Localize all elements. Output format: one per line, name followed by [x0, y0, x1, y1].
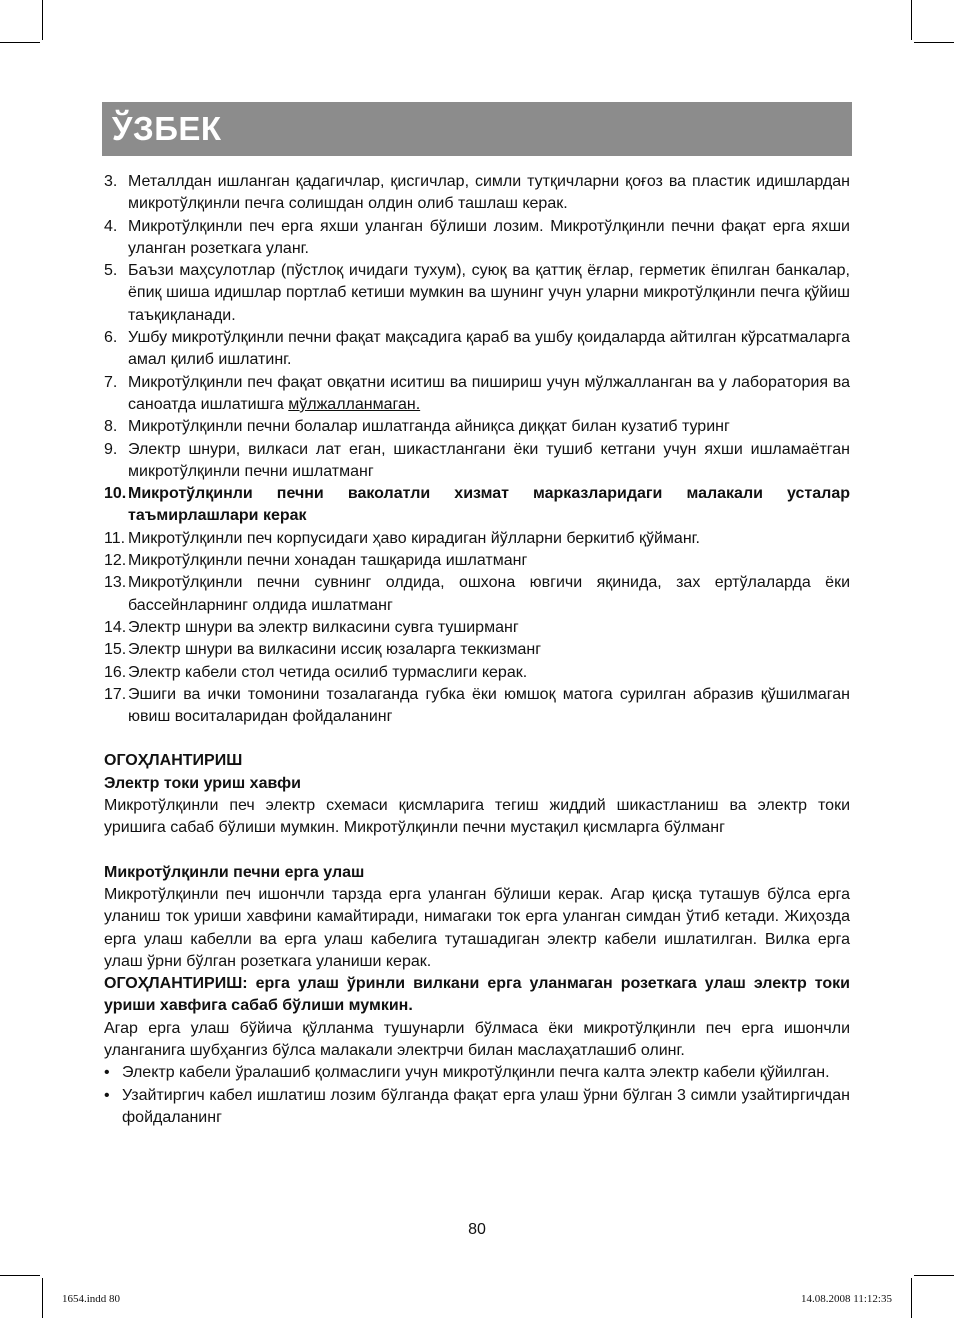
list-number: 12. [104, 552, 127, 570]
page-number: 80 [468, 1221, 486, 1238]
grounding-section [104, 862, 850, 1130]
list-text: Микротўлқинли печ ерга яхши уланган бўлиши лозим. Микротўлқинли печни фақат ерга яхши уланган розеткага уланг. [128, 217, 850, 257]
list-text: Электр шнури, вилкаси лат еган, шикастлангани ёки тушиб кетгани учун яхши ишламаётган микротўлқинли печни ишлатманг [128, 440, 850, 480]
list-item [104, 216, 850, 261]
crop-mark [911, 0, 912, 40]
warning-section [104, 750, 850, 839]
section-header-bar [102, 102, 852, 156]
list-item [104, 439, 850, 484]
list-item [104, 684, 850, 729]
list-item [104, 327, 850, 372]
list-number: 17. [104, 685, 127, 703]
list-text: Ушбу микротўлқинли печни фақат мақсадига қараб ва ушбу қоидаларда айтилган кўрсатмаларга амал қилиб ишлатинг. [128, 329, 850, 369]
section-title: ЎЗБЕК [112, 110, 222, 147]
list-item [104, 483, 850, 528]
list-text: Электр шнури ва вилкасини иссиқ юзаларга теккизманг [128, 641, 542, 659]
page-content [104, 171, 850, 1129]
bullet-item [104, 1085, 850, 1130]
warning-subtitle: Электр токи уриш хавфи [104, 774, 301, 792]
list-item [104, 550, 850, 572]
grounding-advice: Агар ерга улаш бўйича қўлланма тушунарли бўлмаса ёки микротўлқинли печ ерга ишончли уланганига шубҳангиз бўлса малакали электрчи билан маслаҳатлашиб олинг. [104, 1019, 850, 1059]
list-item [104, 617, 850, 639]
crop-mark [914, 1275, 954, 1276]
list-number: 7. [104, 373, 118, 391]
list-text: Электр шнури ва электр вилкасини сувга туширманг [128, 618, 519, 636]
list-item [104, 372, 850, 417]
grounding-warning: ОГОҲЛАНТИРИШ: ерга улаш ўринли вилкани ерга уланмаган розеткага улаш электр токи уриши хавфига сабаб бўлиши мумкин. [104, 975, 850, 1015]
crop-mark [911, 1278, 912, 1318]
list-number: 6. [104, 329, 118, 347]
list-text: Баъзи маҳсулотлар (пўстлоқ ичидаги тухум), суюқ ва қаттиқ ёғлар, герметик ёпилган банкалар, ёпиқ шиша идишлар портлаб кетиши мумкин ва шунинг учун уларни микротўлқинли печга қўйиш таъқиқланади. [128, 262, 850, 324]
crop-mark [0, 1275, 40, 1276]
bullet-text: Узайтиргич кабел ишлатиш лозим бўлганда фақат ерга улаш ўрни бўлган 3 симли узайтиргичдан фойдаланинг [122, 1086, 850, 1126]
list-number: 9. [104, 440, 118, 458]
bullet-item [104, 1062, 850, 1084]
list-item [104, 639, 850, 661]
bullet-text: Электр кабели ўралашиб қолмаслиги учун микротўлқинли печга калта электр кабели қўйилган. [122, 1064, 830, 1082]
bullet-icon: • [104, 1086, 110, 1104]
list-number: 16. [104, 663, 127, 681]
list-number: 14. [104, 618, 127, 636]
file-slug: 1654.indd 80 [62, 1293, 121, 1305]
crop-mark [42, 1278, 43, 1318]
list-number: 5. [104, 262, 118, 280]
list-number: 11. [104, 529, 126, 547]
list-number: 13. [104, 574, 127, 592]
list-text: Эшиги ва ички томонини тозалаганда губка ёки юмшоқ матога сурилган абразив қўшилмаган ювиш воситаларидан фойдаланинг [128, 685, 850, 726]
list-text: Металлдан ишланган қадагичлар, қисгичлар, симли тутқичларни қоғоз ва пластик идишлардан микротўлқинли печга солишдан олдин олиб ташлаш керак. [128, 173, 850, 213]
list-item [104, 260, 850, 327]
crop-mark [0, 42, 40, 43]
list-item [104, 416, 850, 438]
list-text: Микротўлқинли печ корпусидаги ҳаво кирадиган йўлларни беркитиб қўйманг. [128, 529, 700, 547]
list-text: Электр кабели стол четида осилиб турмаслиги керак. [128, 663, 528, 681]
list-text: Микротўлқинли печни сувнинг олдида, ошхона ювгичи яқинида, зах ертўлаларда ёки бассейнларнинг олдида ишлатманг [128, 574, 850, 614]
list-text [128, 372, 850, 417]
safety-list [104, 171, 850, 728]
crop-mark [914, 42, 954, 43]
list-item [104, 572, 850, 617]
date-slug: 14.08.2008 11:12:35 [801, 1293, 892, 1305]
warning-title: ОГОҲЛАНТИРИШ [104, 752, 243, 770]
grounding-text: Микротўлқинли печ ишончли тарзда ерга уланган бўлиши керак. Агар қисқа туташув бўлса ерга уланиш ток уриши хавфини камайтиради, нимагаки ток ерга уланган симдан ўтиб кетади. Жиҳозда ерга улаш кабелли ва ерга улаш кабелига туташадиган электр кабели ишлатилган. Вилка ерга улаш ўрни бўлган розеткага уланиши керак. [104, 885, 850, 970]
list-text-main: Микротўлқинли печ фақат овқатни иситиш ва пишириш учун мўлжалланган ва у лаборатория ва саноатда ишлатишга [128, 373, 850, 413]
grounding-title: Микротўлқинли печни ерга улаш [104, 863, 365, 881]
warning-text: Микротўлқинли печ электр схемаси қисмларига тегиш жиддий шикастланиш ва электр токи уришига сабаб бўлиши мумкин. Микротўлқинли печни мустақил қисмларга бўлманг [104, 797, 850, 837]
list-text: Микротўлқинли печни ваколатли хизмат марказларидаги малакали усталар таъмирлашлари керак [128, 485, 850, 525]
list-item [104, 662, 850, 684]
list-text: Микротўлқинли печни хонадан ташқарида ишлатманг [128, 552, 528, 570]
crop-mark [42, 0, 43, 40]
list-number: 3. [104, 173, 118, 190]
underlined-text: мўлжалланмаган. [288, 395, 421, 413]
list-number: 10. [104, 485, 127, 503]
list-number: 8. [104, 418, 118, 436]
list-item [104, 171, 850, 216]
list-text: Микротўлқинли печни болалар ишлатганда айниқса диққат билан кузатиб туринг [128, 418, 730, 436]
list-number: 4. [104, 217, 118, 235]
list-item [104, 528, 850, 550]
bullet-icon: • [104, 1064, 110, 1082]
list-number: 15. [104, 641, 127, 659]
